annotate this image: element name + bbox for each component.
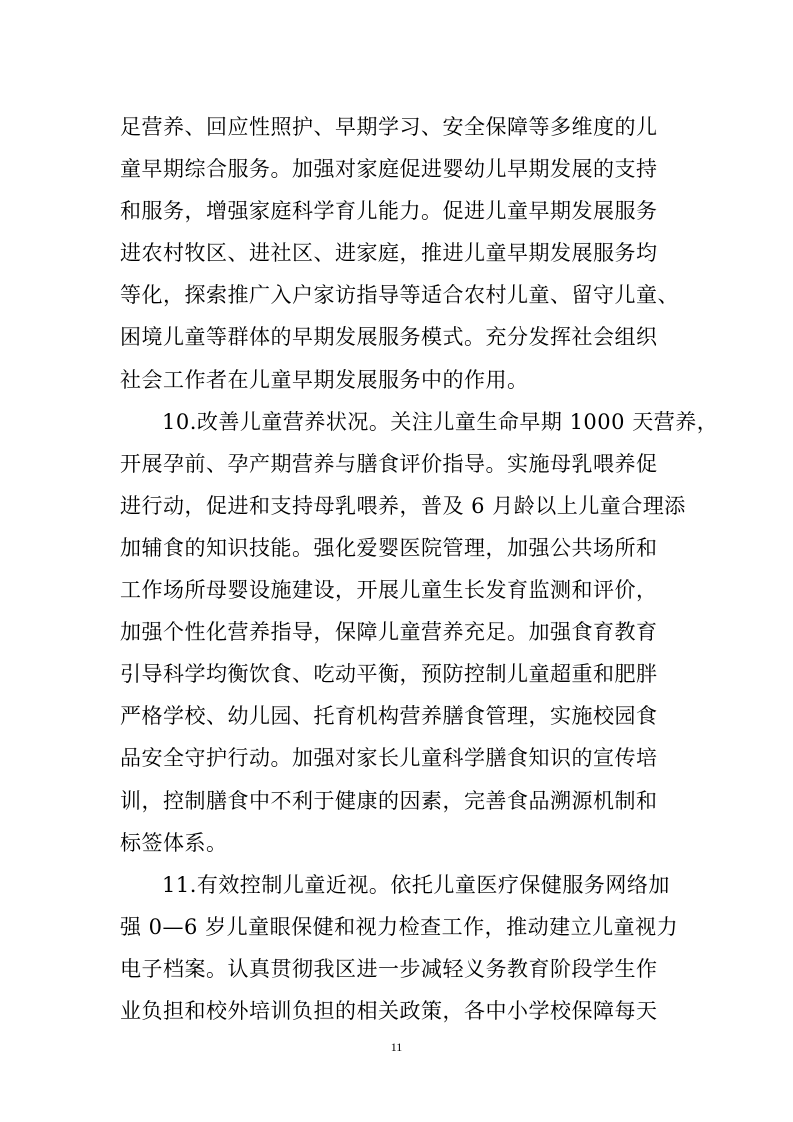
section-heading-line: 11.有效控制儿童近视。依托儿童医疗保健服务网络加: [162, 872, 670, 897]
text-line: 品安全守护行动。加强对家长儿童科学膳食知识的宣传培: [120, 746, 658, 771]
text-line: 困境儿童等群体的早期发展服务模式。充分发挥社会组织: [120, 325, 658, 350]
text-line: 加辅食的知识技能。强化爱婴医院管理，加强公共场所和: [120, 535, 658, 560]
text-line: 进农村牧区、进社区、进家庭，推进儿童早期发展服务均: [120, 241, 658, 266]
text-line: 开展孕前、孕产期营养与膳食评价指导。实施母乳喂养促: [120, 451, 658, 476]
text-line: 标签体系。: [120, 830, 228, 855]
text-line: 等化，探索推广入户家访指导等适合农村儿童、留守儿童、: [120, 283, 679, 308]
text-line: 足营养、回应性照护、早期学习、安全保障等多维度的儿: [120, 115, 658, 139]
body-text: [120, 106, 719, 1032]
text-line: 引导科学均衡饮食、吃动平衡，预防控制儿童超重和肥胖: [120, 662, 658, 687]
text-line: 电子档案。认真贯彻我区进一步减轻义务教育阶段学生作: [120, 956, 658, 981]
text-line: 工作场所母婴设施建设，开展儿童生长发育监测和评价，: [120, 578, 658, 603]
section-heading-line: 10.改善儿童营养状况。关注儿童生命早期 1000 天营养，: [162, 409, 719, 434]
text-line: 和服务，增强家庭科学育儿能力。促进儿童早期发展服务: [120, 199, 658, 224]
text-line: 加强个性化营养指导，保障儿童营养充足。加强食育教育: [120, 620, 658, 645]
page-number: 11: [390, 1040, 403, 1054]
text-line: 强 0—6 岁儿童眼保健和视力检查工作，推动建立儿童视力: [120, 914, 679, 939]
text-line: 业负担和校外培训负担的相关政策，各中小学校保障每天: [120, 998, 658, 1023]
text-line: 社会工作者在儿童早期发展服务中的作用。: [120, 367, 529, 392]
text-line: 严格学校、幼儿园、托育机构营养膳食管理，实施校园食: [120, 704, 658, 729]
text-line: 童早期综合服务。加强对家庭促进婴幼儿早期发展的支持: [120, 157, 658, 182]
text-line: 进行动，促进和支持母乳喂养，普及 6 月龄以上儿童合理添: [120, 493, 686, 518]
text-line: 训，控制膳食中不利于健康的因素，完善食品溯源机制和: [120, 788, 658, 813]
